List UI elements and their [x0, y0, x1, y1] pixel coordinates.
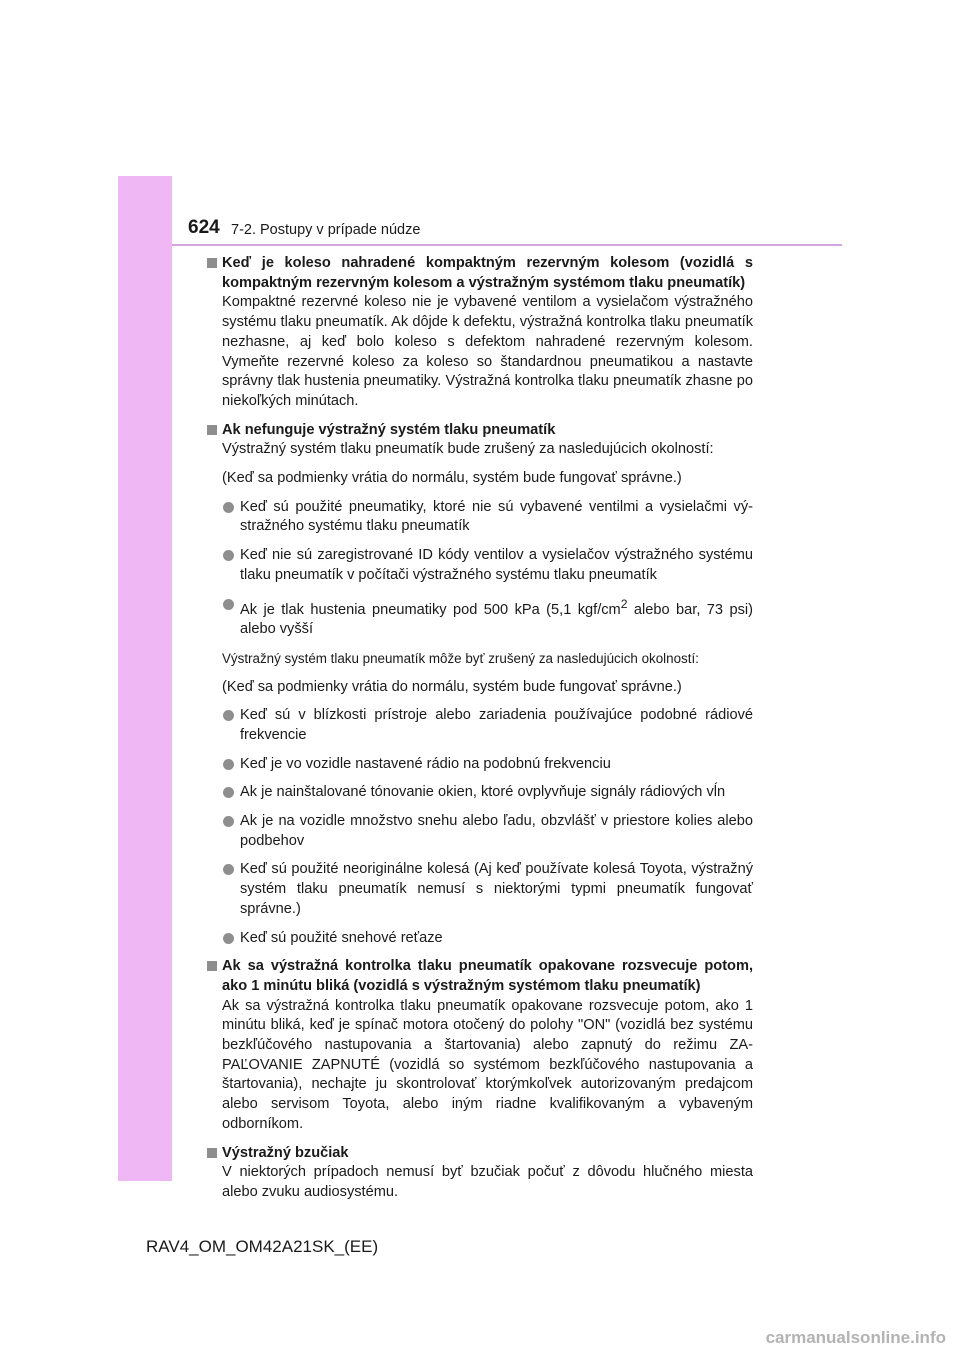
side-color-bar [118, 176, 172, 1181]
list-item-text: Keď sú použité snehové reťaze [240, 929, 443, 946]
footer-code: RAV4_OM_OM42A21SK_(EE) [146, 1237, 379, 1256]
list-item-text: Keď sú použité pneumatiky, ktoré nie sú vybavené ventilmi a vysielačmi výstražného systému tlaku pneumatík [240, 498, 753, 535]
section-heading: Výstražný bzučiak [222, 1144, 349, 1161]
section-note: (Keď sa podmienky vrátia do normálu, systém bude fungovať správne.) [222, 470, 682, 487]
list-item-text: Ak je na vozidle množstvo snehu alebo ľadu, obzvlášť v priestore kolies alebo podbehov [240, 813, 753, 849]
list-item-text-start: Ak je tlak hustenia pneumatiky pod 500 kPa (5,1 kgf/cm [240, 601, 621, 618]
section-heading: Ak nefunguje výstražný systém tlaku pneumatík [222, 421, 556, 438]
list-item [222, 860, 753, 919]
section-title: 7-2. Postupy v prípade núdze [231, 222, 421, 238]
square-bullet-icon [207, 1148, 217, 1158]
list-item-text: Keď sú použité neoriginálne kolesá (Aj keď používate kolesá Toyota, výstražný systém tlaku pneumatík nemusí s niektorými typmi pneumatík fungovať správne.) [240, 861, 753, 917]
round-bullet-icon [223, 787, 234, 798]
round-bullet-icon [223, 502, 234, 513]
section-heading: Keď je koleso nahradené kompaktným rezervným kolesom (vozidlá s kompaktným rezervným kolesom a výstražným systémom tlaku pneumatík) [222, 255, 753, 291]
section-note-2: (Keď sa podmienky vrátia do normálu, systém bude fungovať správne.) [222, 678, 682, 695]
list-item [222, 929, 753, 949]
round-bullet-icon [223, 933, 234, 944]
round-bullet-icon [223, 599, 234, 610]
page-content [207, 254, 753, 1212]
page-number: 624 [188, 217, 220, 238]
list-item-text-end: alebo bar, 73 psi) alebo vyšší [240, 601, 753, 638]
round-bullet-icon [223, 864, 234, 875]
round-bullet-icon [223, 550, 234, 561]
list-item-text: Keď je vo vozidle nastavené rádio na podobnú frekvenciu [240, 755, 611, 772]
section-intro-2: Výstražný systém tlaku pneumatík môže byť zrušený za nasledujúcich okolností: [222, 650, 699, 666]
list-item-text: Keď nie sú zaregistrované ID kódy ventilov a vysielačov výstražného systému tlaku pneumatík v počítači výstražného systému tlaku pneumatík [240, 547, 753, 583]
square-bullet-icon [207, 961, 217, 971]
section-intro: Výstražný systém tlaku pneumatík bude zrušený za nasledujúcich okolností: [222, 441, 714, 458]
section-body: V niektorých prípadoch nemusí byť bzučiak počuť z dôvodu hlučného miesta alebo zvuku audiosystému. [222, 1164, 753, 1200]
list-item-text: Ak je nainštalované tónovanie okien, ktoré ovplyvňuje signály rádiových vĺn [240, 784, 726, 801]
list-item [222, 595, 753, 640]
round-bullet-icon [223, 759, 234, 770]
list-item [222, 546, 753, 585]
section-heading: Ak sa výstražná kontrolka tlaku pneumatík opakovane rozsvecuje potom, ako 1 minútu bliká (vozidlá s výstražným systémom tlaku pneumatík) [222, 958, 753, 994]
superscript: 2 [620, 596, 628, 611]
list-item [222, 812, 753, 851]
section-system-not-working [207, 421, 753, 949]
square-bullet-icon [207, 425, 217, 435]
list-item [222, 498, 753, 537]
watermark: carmanualsonline.info [765, 1328, 946, 1347]
section-body: Kompaktné rezervné koleso nie je vybavené ventilom a vysielačom výstražného systému tlaku pneumatík. Ak dôjde k defektu, výstražná kontrolka tlaku pneumatík nezhasne, aj keď bolo koleso s defektom nahradené rezervným kolesom. Vymeňte rezervné koleso za koleso so štandardnou pneumatikou a nastavte správny tlak hustenia pneumatiky. Výstražná kontrolka tlaku pneumatík zhasne po niekoľkých minútach. [222, 294, 753, 409]
section-warning-light-repeat [207, 957, 753, 1134]
round-bullet-icon [223, 816, 234, 827]
list-item [222, 783, 753, 803]
round-bullet-icon [223, 710, 234, 721]
list-item [222, 706, 753, 745]
list-item-text: Keď sú v blízkosti prístroje alebo zariadenia používajúce podobné rádiové frekvencie [240, 707, 753, 743]
section-spare-wheel [207, 254, 753, 412]
section-warning-buzzer [207, 1144, 753, 1203]
section-body: Ak sa výstražná kontrolka tlaku pneumatík opakovane rozsvecuje potom, ako 1 minútu bliká, keď je spínač motora otočený do polohy "ON" (vozidlá bez systému bezkľúčového nastupovania a štartovania) alebo zapnutý do režimu ZAPAĽOVANIE ZAPNUTÉ (vozidlá so systémom bezkľúčového nastupovania a štartovania), nechajte ju skontrolovať ktorýmkoľvek autorizovaným predajcom alebo servisom Toyota, alebo iným riadne kvalifikovaným a vybaveným odborníkom. [222, 997, 753, 1132]
list-item [222, 755, 753, 775]
square-bullet-icon [207, 258, 217, 268]
header-rule [172, 244, 842, 246]
